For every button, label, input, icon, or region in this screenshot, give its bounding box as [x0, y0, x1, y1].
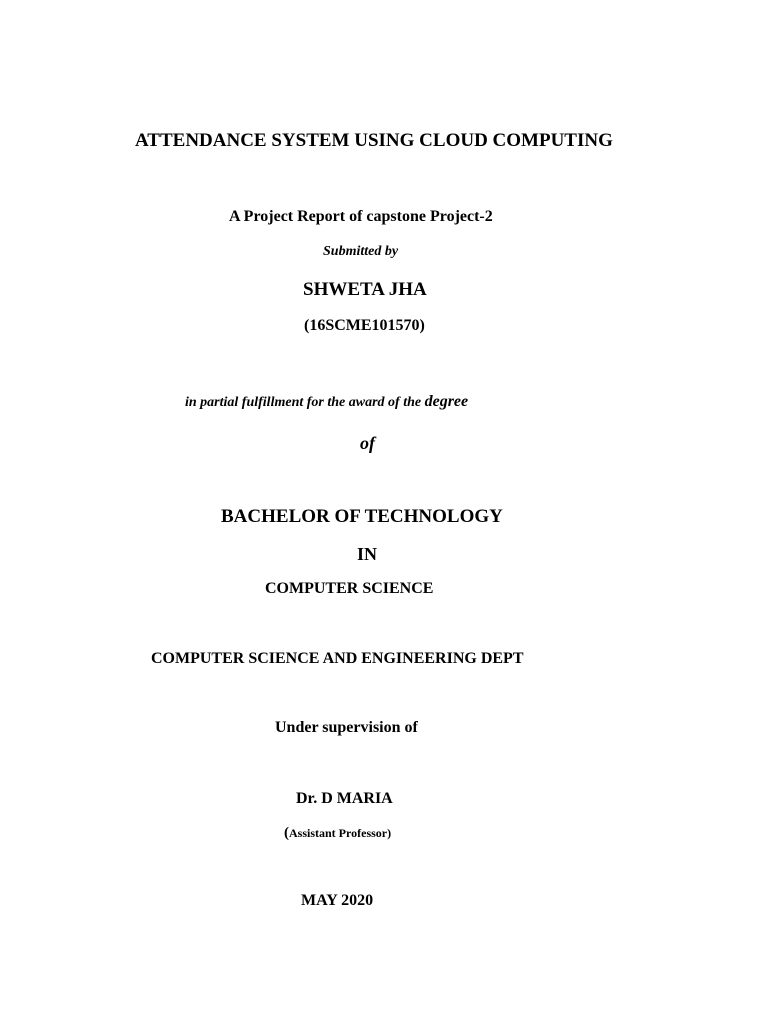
supervisor-designation	[284, 826, 391, 841]
designation-text: Assistant Professor)	[289, 826, 392, 840]
of-word: of	[360, 433, 375, 453]
submitted-by-label: Submitted by	[323, 244, 399, 259]
degree-name: BACHELOR OF TECHNOLOGY	[221, 506, 503, 527]
in-word: IN	[357, 544, 378, 564]
roll-number: (16SCME101570)	[304, 317, 425, 334]
supervisor-name: Dr. D MARIA	[296, 790, 393, 807]
supervision-label: Under supervision of	[275, 719, 418, 736]
submission-date: MAY 2020	[301, 892, 374, 909]
fulfillment-degree-word: degree	[424, 393, 469, 410]
fulfillment-statement	[185, 394, 468, 410]
department-name: COMPUTER SCIENCE AND ENGINEERING DEPT	[151, 650, 524, 667]
author-name: SHWETA JHA	[303, 279, 427, 300]
branch-name: COMPUTER SCIENCE	[265, 580, 434, 597]
report-title: ATTENDANCE SYSTEM USING CLOUD COMPUTING	[135, 130, 613, 151]
report-description: A Project Report of capstone Project-2	[229, 208, 493, 225]
designation-open-paren: (	[284, 825, 289, 841]
fulfillment-text: in partial fulfillment for the award of the	[185, 395, 425, 410]
